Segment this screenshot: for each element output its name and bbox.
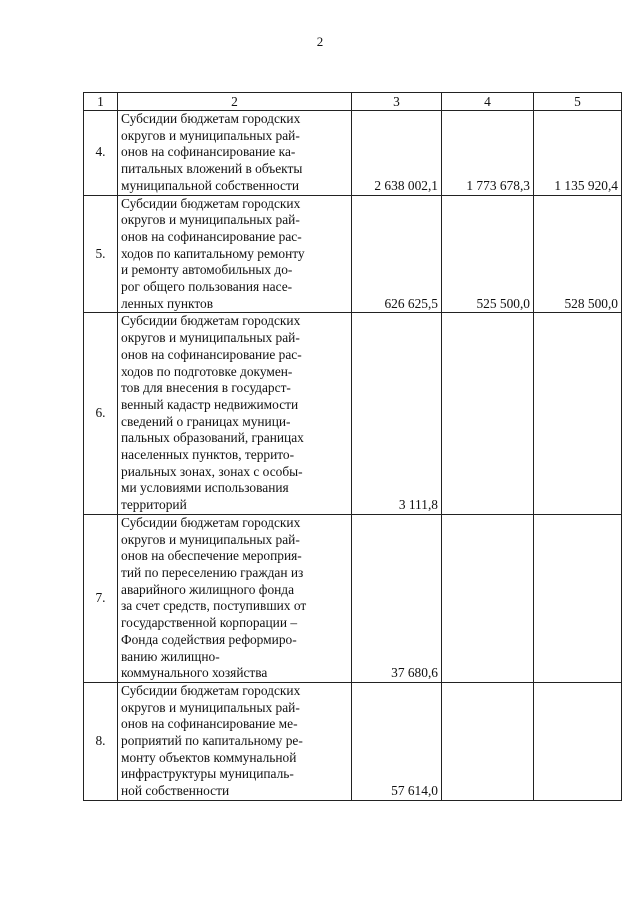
description-line: Фонда содействия реформиро- <box>121 631 297 647</box>
description-line: рог общего пользования насе- <box>121 279 293 295</box>
description-line: за счет средств, поступивших от <box>121 598 307 614</box>
row-value-col5: 1 135 920,4 <box>534 111 622 196</box>
description-line: ми условиями использования <box>121 480 289 496</box>
page-number: 2 <box>316 34 324 49</box>
table-row <box>84 111 622 196</box>
row-value-col3: 37 680,6 <box>352 514 442 682</box>
table-row <box>84 313 622 514</box>
description-line: онов на софинансирование рас- <box>121 228 302 244</box>
row-description <box>118 111 352 196</box>
row-value-col3: 2 638 002,1 <box>352 111 442 196</box>
description-line: инфраструктуры муниципаль- <box>121 766 294 782</box>
row-description <box>118 682 352 800</box>
description-line: населенных пунктов, террито- <box>121 447 295 463</box>
header-col-2: 2 <box>118 93 352 111</box>
description-line: ной собственности <box>121 783 230 799</box>
description-line: государственной корпорации – <box>121 615 298 631</box>
description-line: Субсидии бюджетам городских <box>121 195 301 211</box>
row-description <box>118 195 352 313</box>
description-line: ленных пунктов <box>121 295 214 311</box>
description-line: и ремонту автомобильных до- <box>121 262 293 278</box>
table-row <box>84 514 622 682</box>
row-number: 5. <box>84 195 118 313</box>
description-line: Субсидии бюджетам городских <box>121 514 301 530</box>
description-line: тов для внесения в государст- <box>121 380 291 396</box>
description-line: онов на обеспечение мероприя- <box>121 548 302 564</box>
description-line: ходов по подготовке докумен- <box>121 363 293 379</box>
description-line: округов и муниципальных рай- <box>121 212 300 228</box>
row-number: 7. <box>84 514 118 682</box>
row-value-col3: 57 614,0 <box>352 682 442 800</box>
row-number: 8. <box>84 682 118 800</box>
row-value-col4 <box>442 682 534 800</box>
row-value-col5: 528 500,0 <box>534 195 622 313</box>
description-line: тий по переселению граждан из <box>121 564 304 580</box>
row-number: 6. <box>84 313 118 514</box>
row-value-col4: 525 500,0 <box>442 195 534 313</box>
row-description <box>118 313 352 514</box>
description-line: Субсидии бюджетам городских <box>121 313 301 329</box>
subsidies-table <box>83 92 622 801</box>
description-line: округов и муниципальных рай- <box>121 699 300 715</box>
row-value-col4: 1 773 678,3 <box>442 111 534 196</box>
description-line: округов и муниципальных рай- <box>121 531 300 547</box>
description-line: монту объектов коммунальной <box>121 749 297 765</box>
description-line: сведений о границах муници- <box>121 413 291 429</box>
row-value-col5 <box>534 514 622 682</box>
row-value-col4 <box>442 514 534 682</box>
table-row <box>84 682 622 800</box>
description-line: питальных вложений в объекты <box>121 161 303 177</box>
row-value-col5 <box>534 313 622 514</box>
table-header-row <box>84 93 622 111</box>
header-col-3: 3 <box>352 93 442 111</box>
description-line: Субсидии бюджетам городских <box>121 682 301 698</box>
description-line: ванию жилищно- <box>121 648 220 664</box>
row-value-col4 <box>442 313 534 514</box>
description-line: ходов по капитальному ремонту <box>121 245 305 261</box>
row-value-col5 <box>534 682 622 800</box>
description-line: венный кадастр недвижимости <box>121 396 299 412</box>
row-number: 4. <box>84 111 118 196</box>
row-description <box>118 514 352 682</box>
description-line: роприятий по капитальному ре- <box>121 733 303 749</box>
header-col-5: 5 <box>534 93 622 111</box>
description-line: аварийного жилищного фонда <box>121 581 295 597</box>
description-line: муниципальной собственности <box>121 177 299 193</box>
description-line: коммунального хозяйства <box>121 665 268 681</box>
description-line: округов и муниципальных рай- <box>121 127 300 143</box>
row-value-col3: 3 111,8 <box>352 313 442 514</box>
description-line: Субсидии бюджетам городских <box>121 111 301 126</box>
description-line: онов на софинансирование ка- <box>121 144 296 160</box>
table-body <box>84 111 622 801</box>
table-row <box>84 195 622 313</box>
description-line: округов и муниципальных рай- <box>121 330 300 346</box>
description-line: риальных зонах, зонах с особы- <box>121 463 303 479</box>
header-col-4: 4 <box>442 93 534 111</box>
description-line: территорий <box>121 497 187 513</box>
row-value-col3: 626 625,5 <box>352 195 442 313</box>
description-line: онов на софинансирование ме- <box>121 716 298 732</box>
header-col-1: 1 <box>84 93 118 111</box>
description-line: пальных образований, границах <box>121 430 304 446</box>
description-line: онов на софинансирование рас- <box>121 346 302 362</box>
